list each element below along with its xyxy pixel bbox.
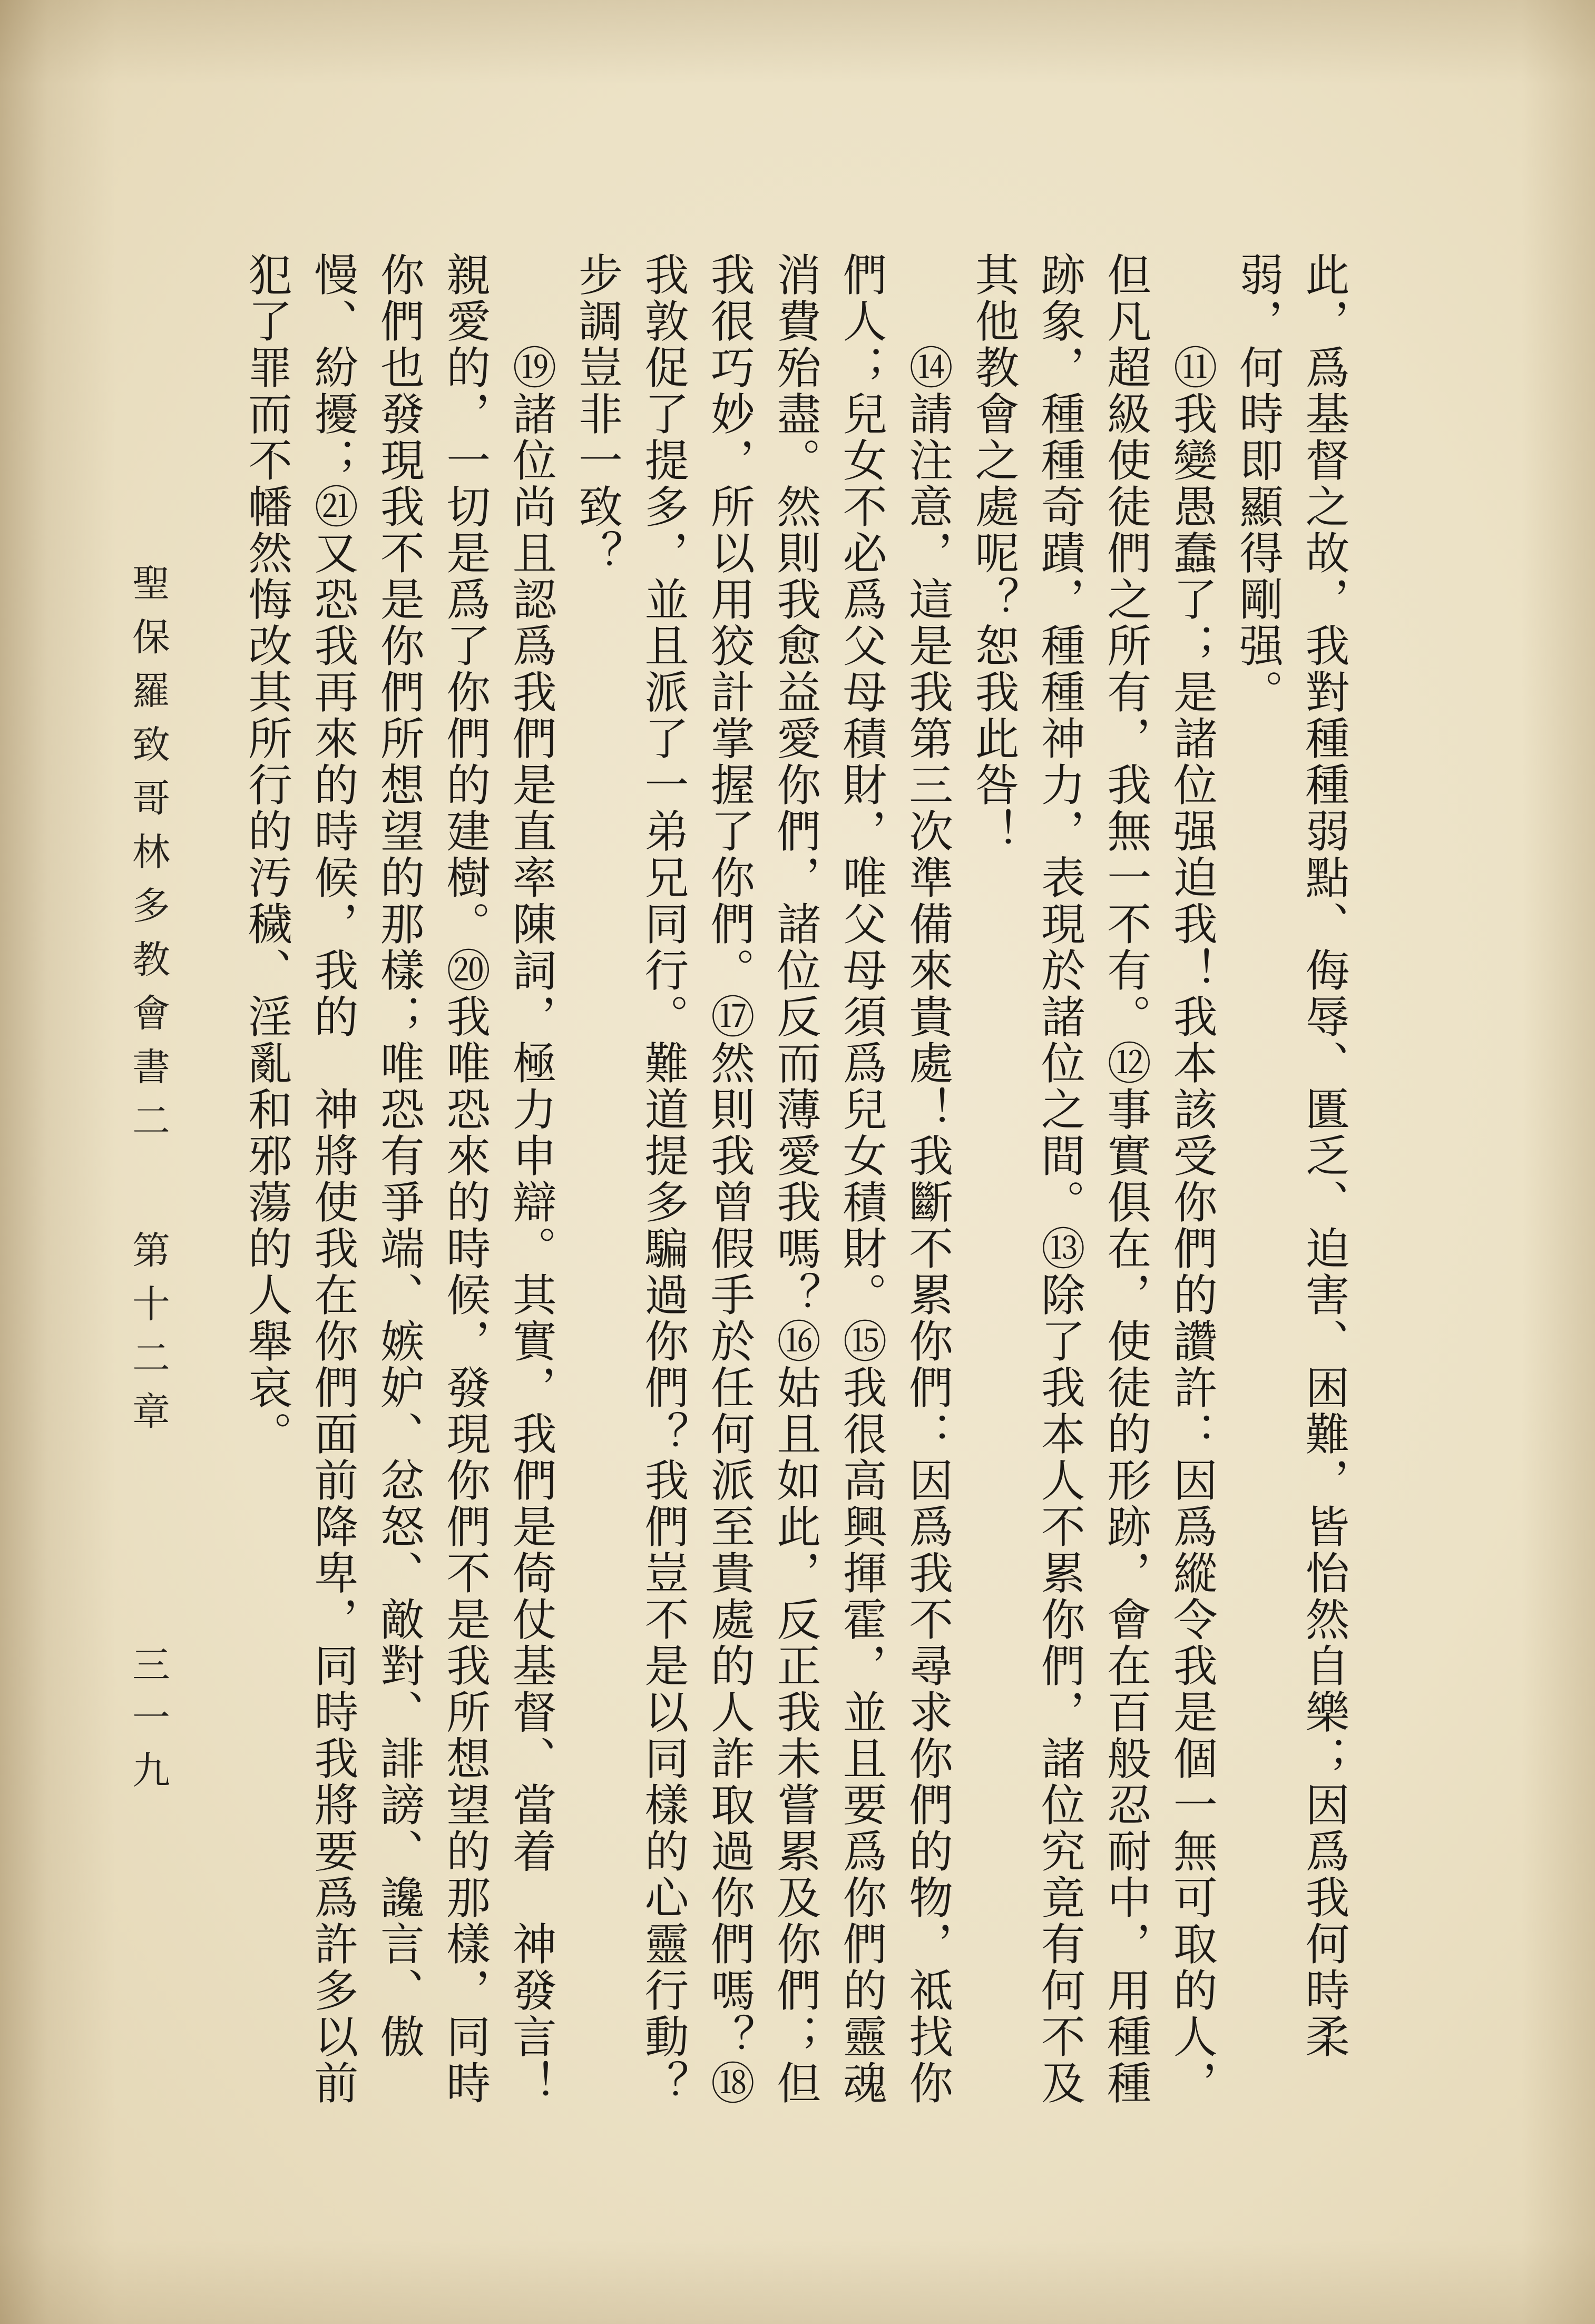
- text-column: 慢、紛擾；㉑又恐我再來的時候，我的 神將使我在你們面前降卑，同時我將要爲許多以前: [307, 252, 359, 2106]
- text-column: ⑲諸位尚且認爲我們是直率陳詞，極力申辯。其實，我們是倚仗基督、當着 神發言！: [505, 345, 557, 2106]
- text-column: 此，爲基督之故，我對種種弱點、侮辱、匱乏、迫害、困難，皆怡然自樂；因爲我何時柔: [1298, 252, 1350, 2060]
- text-column: 們人；兒女不必爲父母積財，唯父母須爲兒女積財。⑮我很高興揮霍，並且要爲你們的靈魂: [836, 252, 888, 2106]
- text-column: 但凡超級使徒們之所有，我無一不有。⑫事實俱在，使徒的形跡，會在百般忍耐中，用種種: [1100, 252, 1152, 2106]
- text-column: 步調豈非一致？: [571, 252, 623, 576]
- text-column: 跡象，種種奇蹟，種種神力，表現於諸位之間。⑬除了我本人不累你們，諸位究竟有何不及: [1034, 252, 1086, 2106]
- text-column: 犯了罪而不幡然悔改其所行的汚穢、淫亂和邪蕩的人舉哀。: [241, 252, 293, 1457]
- text-column: 我敦促了提多，並且派了一弟兄同行。難道提多騙過你們？我們豈不是以同樣的心靈行動？: [637, 252, 689, 2106]
- page-number: 三一九: [126, 1645, 170, 1803]
- text-column: 你們也發現我不是你們所想望的那樣；唯恐有爭端、嫉妒、忿怒、敵對、誹謗、讒言、傲: [373, 252, 425, 2060]
- body-text: [233, 252, 1357, 2106]
- text-column: 我很巧妙，所以用狡計掌握了你們。⑰然則我曾假手於任何派至貴處的人詐取過你們嗎？⑱: [703, 252, 756, 2106]
- text-column: 消費殆盡。然則我愈益愛你們，諸位反而薄愛我嗎？⑯姑且如此，反正我未嘗累及你們；但: [769, 252, 821, 2106]
- chapter-label: 第十二章: [126, 1230, 170, 1445]
- text-column: ⑪我變愚蠢了；是諸位强迫我！我本該受你們的讚許：因爲縱令我是個一無可取的人，: [1166, 345, 1218, 2106]
- text-column: 其他教會之處呢？恕我此咎！: [967, 252, 1020, 855]
- running-title: 聖保羅致哥林多教會書二: [126, 563, 170, 1154]
- text-column: 親愛的，一切是爲了你們的建樹。⑳我唯恐來的時候，發現你們不是我所想望的那樣，同時: [439, 252, 491, 2106]
- text-column: ⑭請注意，這是我第三次準備來貴處！我斷不累你們：因爲我不尋求你們的物，祗找你: [902, 345, 954, 2106]
- text-column: 弱，何時即顯得剛强。: [1232, 252, 1284, 715]
